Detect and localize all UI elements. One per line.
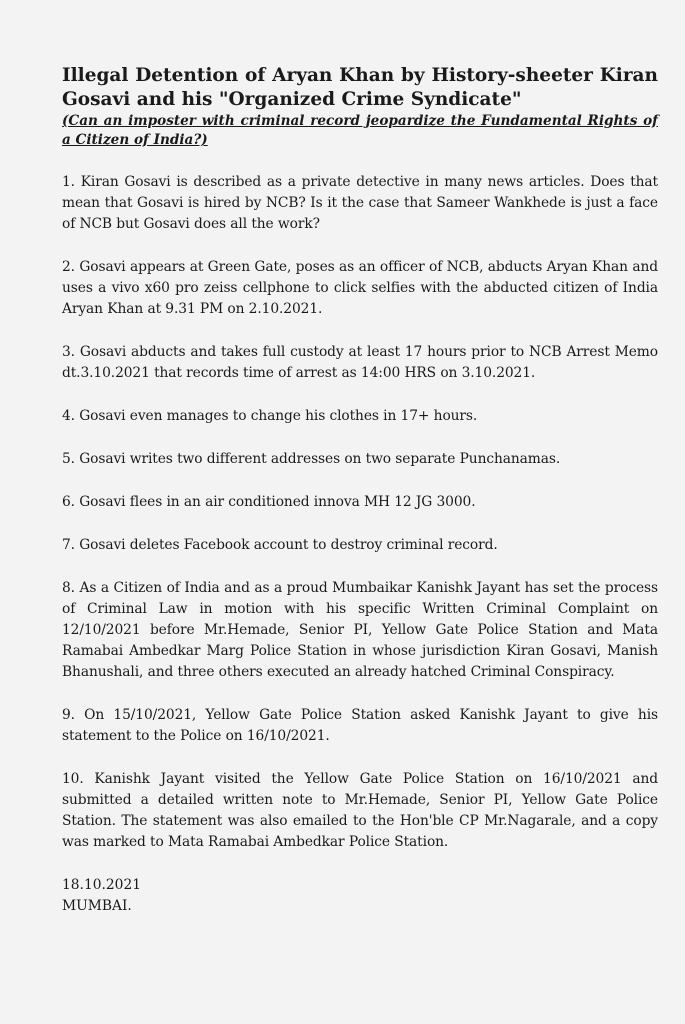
document-subtitle: (Can an imposter with criminal record jeopardize the Fundamental Rights of a Citizen of India?) <box>62 113 658 148</box>
document-footer <box>62 875 658 917</box>
document-date: 18.10.2021 <box>62 877 141 893</box>
paragraph-8: 8. As a Citizen of India and as a proud Mumbaikar Kanishk Jayant has set the process of Criminal Law in motion with his specific Written Criminal Complaint on 12/10/2021 before Mr.Hemade, Senior PI, Yellow Gate Police Station and Mata Ramabai Ambedkar Marg Police Station in whose jurisdiction Kiran Gosavi, Manish Bhanushali, and three others executed an already hatched Criminal Conspiracy. <box>62 580 658 680</box>
document-body <box>62 64 658 917</box>
document-place: MUMBAI. <box>62 898 132 914</box>
paragraph-7: 7. Gosavi deletes Facebook account to destroy criminal record. <box>62 537 498 553</box>
paragraph-3: 3. Gosavi abducts and takes full custody at least 17 hours prior to NCB Arrest Memo dt.3.10.2021 that records time of arrest as 14:00 HRS on 3.10.2021. <box>62 344 658 381</box>
paragraph-2: 2. Gosavi appears at Green Gate, poses as an officer of NCB, abducts Aryan Khan and uses a vivo x60 pro zeiss cellphone to click selfies with the abducted citizen of India Aryan Khan at 9.31 PM on 2.10.2021. <box>62 259 658 317</box>
document-title: Illegal Detention of Aryan Khan by History-sheeter Kiran Gosavi and his "Organized Crime Syndicate" <box>62 65 658 110</box>
paragraph-4: 4. Gosavi even manages to change his clothes in 17+ hours. <box>62 408 478 424</box>
paragraph-6: 6. Gosavi flees in an air conditioned innova MH 12 JG 3000. <box>62 494 476 510</box>
paragraph-1: 1. Kiran Gosavi is described as a private detective in many news articles. Does that mean that Gosavi is hired by NCB? Is it the case that Sameer Wankhede is just a face of NCB but Gosavi does all the work? <box>62 174 658 232</box>
paragraph-5: 5. Gosavi writes two different addresses on two separate Punchanamas. <box>62 451 561 467</box>
paragraph-10: 10. Kanishk Jayant visited the Yellow Gate Police Station on 16/10/2021 and submitted a detailed written note to Mr.Hemade, Senior PI, Yellow Gate Police Station. The statement was also emailed to the Hon'ble CP Mr.Nagarale, and a copy was marked to Mata Ramabai Ambedkar Police Station. <box>62 771 658 850</box>
paragraph-9: 9. On 15/10/2021, Yellow Gate Police Station asked Kanishk Jayant to give his statement to the Police on 16/10/2021. <box>62 707 658 744</box>
